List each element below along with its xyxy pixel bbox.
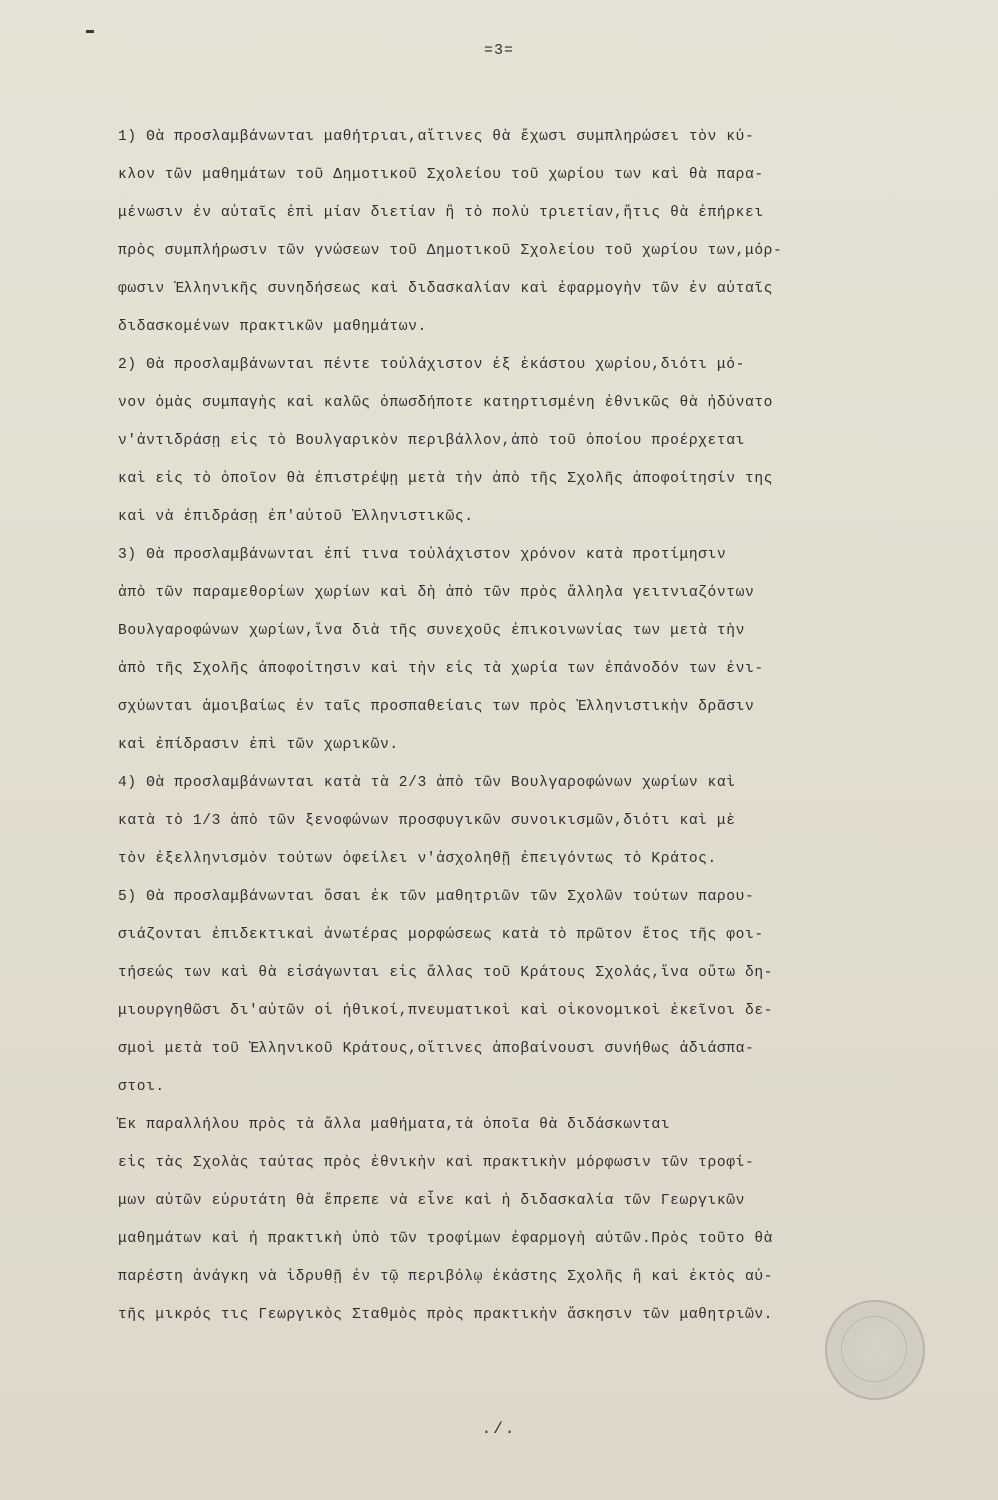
continuation-mark: ./.	[481, 1420, 517, 1438]
text-line: κλον τῶν μαθημάτων τοῦ Δημοτικοῦ Σχολείου τοῦ χωρίου των καὶ θὰ παρα-	[118, 167, 764, 183]
text-line: 1) Θὰ προσλαμβάνωνται μαθήτριαι,αἵτινες θὰ ἔχωσι συμπληρώσει τὸν κύ-	[118, 129, 755, 145]
text-line: τῆς μικρός τις Γεωργικὸς Σταθμὸς πρὸς πρακτικὴν ἄσκησιν τῶν μαθητριῶν.	[118, 1307, 774, 1323]
text-line: μένωσιν ἐν αὐταῖς ἐπὶ μίαν διετίαν ἢ τὸ πολὺ τριετίαν,ἥτις θὰ ἐπήρκει	[118, 205, 764, 221]
text-line: 2) Θὰ προσλαμβάνωνται πέντε τοὐλάχιστον ἐξ ἑκάστου χωρίου,διότι μό-	[118, 357, 745, 373]
text-line: παρέστη ἀνάγκη νὰ ἱδρυθῇ ἐν τῷ περιβόλῳ ἑκάστης Σχολῆς ἢ καὶ ἐκτὸς αὐ-	[118, 1269, 774, 1285]
text-line: καὶ εἰς τὸ ὁποῖον θὰ ἐπιστρέψῃ μετὰ τὴν ἀπὸ τῆς Σχολῆς ἀποφοίτησίν της	[118, 471, 774, 487]
text-line: ν'ἀντιδράσῃ εἰς τὸ Βουλγαρικὸν περιβάλλον,ἀπὸ τοῦ ὁποίου προέρχεται	[118, 433, 745, 449]
text-line: σμοὶ μετὰ τοῦ Ἑλληνικοῦ Κράτους,οἵτινες ἀποβαίνουσι συνήθως ἀδιάσπα-	[118, 1041, 755, 1057]
text-line: καὶ ἐπίδρασιν ἐπὶ τῶν χωρικῶν.	[118, 737, 399, 753]
text-line: τήσεώς των καὶ θὰ εἰσάγωνται εἰς ἄλλας τοῦ Κράτους Σχολάς,ἵνα οὕτω δη-	[118, 965, 774, 981]
text-line: ἀπὸ τῶν παραμεθορίων χωρίων καὶ δὴ ἀπὸ τῶν πρὸς ἄλληλα γειτνιαζόντων	[118, 585, 755, 601]
text-line: μων αὐτῶν εὐρυτάτη θὰ ἔπρεπε νὰ εἶνε καὶ ἡ διδασκαλία τῶν Γεωργικῶν	[118, 1193, 745, 1209]
text-line: σιάζονται ἐπιδεκτικαὶ ἀνωτέρας μορφώσεως κατὰ τὸ πρῶτον ἔτος τῆς φοι-	[118, 927, 764, 943]
text-line: φωσιν Ἑλληνικῆς συνηδήσεως καὶ διδασκαλίαν καὶ ἐφαρμογὴν τῶν ἐν αὐταῖς	[118, 281, 774, 297]
text-line: Βουλγαροφώνων χωρίων,ἵνα διὰ τῆς συνεχοῦς ἐπικοινωνίας των μετὰ τὴν	[118, 623, 745, 639]
text-line: κατὰ τὸ 1/3 ἀπὸ τῶν ξενοφώνων προσφυγικῶν συνοικισμῶν,διότι καὶ μὲ	[118, 813, 736, 829]
margin-mark	[86, 30, 94, 33]
text-line: εἰς τὰς Σχολὰς ταύτας πρὸς ἐθνικὴν καὶ πρακτικὴν μόρφωσιν τῶν τροφί-	[118, 1155, 755, 1171]
text-line: 3) Θὰ προσλαμβάνωνται ἐπί τινα τοὐλάχιστον χρόνον κατὰ προτίμησιν	[118, 547, 727, 563]
text-line: διδασκομένων πρακτικῶν μαθημάτων.	[118, 319, 427, 335]
page-number: =3=	[483, 42, 514, 59]
text-line: Ἐκ παραλλήλου πρὸς τὰ ἄλλα μαθήματα,τὰ ὁποῖα θὰ διδάσκωνται	[118, 1117, 671, 1133]
text-line: 5) Θὰ προσλαμβάνωνται ὅσαι ἐκ τῶν μαθητριῶν τῶν Σχολῶν τούτων παρου-	[118, 889, 755, 905]
text-line: 4) Θὰ προσλαμβάνωνται κατὰ τὰ 2/3 ἀπὸ τῶν Βουλγαροφώνων χωρίων καὶ	[118, 775, 736, 791]
archive-stamp-inner	[841, 1316, 907, 1382]
text-line: νον ὁμὰς συμπαγὴς καὶ καλῶς ὁπωσδήποτε κατηρτισμένη ἐθνικῶς θὰ ἠδύνατο	[118, 395, 774, 411]
document-body	[118, 118, 994, 1334]
text-line: σχύωνται ἀμοιβαίως ἐν ταῖς προσπαθείαις των πρὸς Ἑλληνιστικὴν δρᾶσιν	[118, 699, 755, 715]
text-line: πρὸς συμπλήρωσιν τῶν γνώσεων τοῦ Δημοτικοῦ Σχολείου τοῦ χωρίου των,μόρ-	[118, 243, 783, 259]
text-line: καὶ νὰ ἐπιδράσῃ ἐπ'αὐτοῦ Ἑλληνιστικῶς.	[118, 509, 474, 525]
archive-stamp-icon	[825, 1300, 925, 1400]
text-line: στοι.	[118, 1079, 165, 1095]
text-line: ἀπὸ τῆς Σχολῆς ἀποφοίτησιν καὶ τὴν εἰς τὰ χωρία των ἐπάνοδόν των ἐνι-	[118, 661, 764, 677]
text-line: μιουργηθῶσι δι'αὐτῶν οἱ ἠθικοί,πνευματικοὶ καὶ οἰκονομικοὶ ἐκεῖνοι δε-	[118, 1003, 774, 1019]
text-line: τὸν ἐξελληνισμὸν τούτων ὀφείλει ν'ἀσχοληθῇ ἐπειγόντως τὸ Κράτος.	[118, 851, 717, 867]
text-line: μαθημάτων καὶ ἡ πρακτικὴ ὑπὸ τῶν τροφίμων ἐφαρμογὴ αὐτῶν.Πρὸς τοῦτο θὰ	[118, 1231, 774, 1247]
